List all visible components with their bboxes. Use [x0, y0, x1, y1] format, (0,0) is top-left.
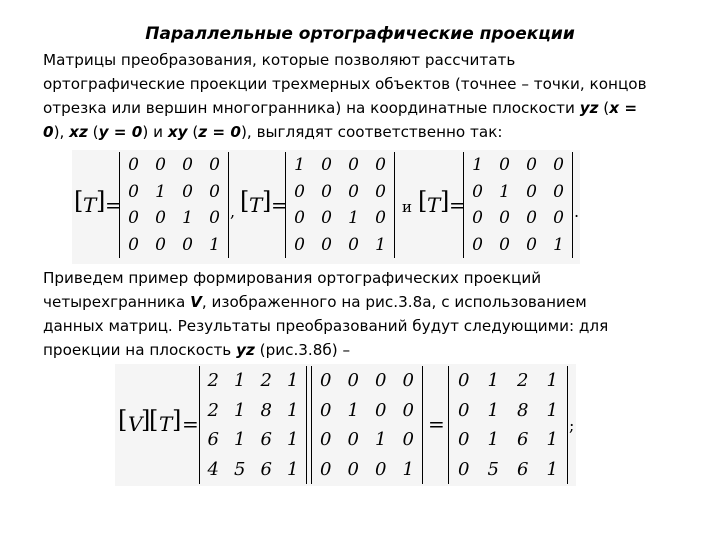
matrix-symbol-t: T	[427, 193, 441, 217]
matrix-cell: 0	[128, 234, 139, 255]
matrix-cell: 1	[375, 429, 387, 451]
matrix-cell: 1	[287, 458, 299, 480]
matrix-cell: 6	[260, 429, 272, 451]
text-line: Матрицы преобразования, которые позволяют рассчитать	[43, 51, 516, 69]
matrix-cell: 0	[321, 155, 332, 176]
bracket-right: ]	[262, 187, 272, 215]
matrix-cell: 0	[209, 208, 220, 229]
matrix-cell: 0	[472, 181, 483, 202]
matrix-yz	[119, 152, 229, 258]
matrix-cell: 6	[517, 458, 529, 480]
matrix-cell: 2	[260, 370, 272, 392]
matrix-cell: 1	[553, 234, 564, 255]
matrix-cell: 0	[347, 458, 359, 480]
text-line: Приведем пример формирования ортографических проекций	[43, 269, 542, 287]
matrix-cell: 2	[517, 370, 529, 392]
equals-sign: =	[105, 193, 122, 217]
matrix-cell: 1	[348, 208, 359, 229]
text-line: данных матриц. Результаты преобразований будут следующими: для	[43, 317, 609, 335]
matrix-cell: 2	[207, 370, 219, 392]
matrix-cell: 1	[546, 399, 558, 421]
matrix-cell: 0	[321, 181, 332, 202]
matrix-cell: 1	[287, 399, 299, 421]
comma: ,	[230, 202, 236, 221]
matrix-cell: 0	[499, 234, 510, 255]
matrix-cell: 0	[375, 155, 386, 176]
text-line: четырехгранника V, изображенного на рис.3.8а, с использованием	[43, 293, 587, 311]
matrix-row	[464, 179, 572, 206]
matrix-row	[312, 366, 422, 396]
matrix-row	[286, 232, 394, 259]
matrix-cell: 0	[375, 370, 387, 392]
matrix-symbol-t: T	[249, 193, 263, 217]
bracket-left: [	[418, 187, 428, 215]
matrix-cell: 0	[320, 370, 332, 392]
matrix-cell: 0	[553, 155, 564, 176]
matrix-cell: 1	[287, 370, 299, 392]
matrix-cell: 1	[155, 181, 166, 202]
matrix-cell: 0	[499, 208, 510, 229]
matrix-cell: 6	[260, 458, 272, 480]
period: .	[574, 202, 580, 221]
matrix-symbol-t: T	[159, 412, 173, 436]
matrix-cell: 1	[287, 429, 299, 451]
equals-sign: =	[271, 193, 288, 217]
bracket-right: ]	[440, 187, 450, 215]
matrix-cell: 0	[499, 155, 510, 176]
matrix-cell: 0	[472, 234, 483, 255]
matrix-cell: 1	[499, 181, 510, 202]
matrix-row	[200, 425, 306, 455]
conjunction-text: и	[402, 198, 412, 216]
matrix-row	[464, 205, 572, 232]
matrix-cell: 0	[320, 429, 332, 451]
matrix-cell: 0	[182, 234, 193, 255]
matrix-xy	[463, 152, 573, 258]
matrix-row	[286, 152, 394, 179]
matrix-row	[312, 425, 422, 455]
matrix-cell: 0	[155, 208, 166, 229]
matrix-row	[200, 455, 306, 485]
semicolon: ;	[569, 416, 575, 435]
matrix-cell: 1	[487, 370, 499, 392]
matrix-cell: 0	[553, 208, 564, 229]
matrix-v	[199, 366, 307, 484]
matrix-cell: 0	[375, 208, 386, 229]
matrix-cell: 0	[402, 429, 414, 451]
matrix-cell: 0	[321, 208, 332, 229]
matrix-cell: 4	[207, 458, 219, 480]
matrix-cell: 0	[155, 155, 166, 176]
matrix-cell: 5	[234, 458, 246, 480]
matrix-cell: 1	[347, 399, 359, 421]
matrix-cell: 0	[294, 181, 305, 202]
matrix-cell: 0	[526, 208, 537, 229]
matrix-cell: 0	[472, 208, 483, 229]
matrix-cell: 1	[294, 155, 305, 176]
matrix-cell: 1	[402, 458, 414, 480]
matrix-cell: 5	[487, 458, 499, 480]
matrix-cell: 1	[546, 370, 558, 392]
bracket-left: [	[149, 406, 159, 434]
matrix-cell: 8	[260, 399, 272, 421]
yz-projection-formula	[115, 364, 576, 486]
matrix-cell: 0	[320, 458, 332, 480]
matrix-cell: 0	[458, 429, 470, 451]
matrix-row	[200, 396, 306, 426]
matrix-cell: 0	[458, 399, 470, 421]
bracket-left: [	[74, 187, 84, 215]
matrix-t-yz	[311, 366, 423, 484]
matrix-cell: 0	[128, 155, 139, 176]
matrix-row	[449, 366, 567, 396]
text-line: ортографические проекции трехмерных объектов (точнее – точки, концов	[43, 75, 647, 93]
text-line: отрезка или вершин многогранника) на координатные плоскости yz (x =	[43, 99, 638, 117]
matrix-cell: 0	[182, 155, 193, 176]
equals-sign: =	[182, 412, 199, 436]
matrix-cell: 0	[348, 155, 359, 176]
matrix-cell: 0	[155, 234, 166, 255]
matrix-cell: 1	[546, 458, 558, 480]
matrix-cell: 0	[294, 234, 305, 255]
matrix-symbol-t: T	[83, 193, 97, 217]
matrix-cell: 1	[546, 429, 558, 451]
matrix-row	[286, 179, 394, 206]
matrix-cell: 1	[234, 399, 246, 421]
matrix-row	[449, 455, 567, 485]
matrix-result	[448, 366, 568, 484]
matrix-cell: 1	[487, 429, 499, 451]
matrix-row	[464, 152, 572, 179]
matrix-cell: 0	[348, 234, 359, 255]
matrix-row	[120, 205, 228, 232]
text-line: проекции на плоскость yz (рис.3.8б) –	[43, 341, 351, 359]
matrix-row	[449, 396, 567, 426]
matrix-cell: 8	[517, 399, 529, 421]
matrix-cell: 0	[375, 181, 386, 202]
matrix-row	[312, 396, 422, 426]
bracket-left: [	[240, 187, 250, 215]
matrix-cell: 0	[458, 370, 470, 392]
projection-matrices-formula	[72, 150, 580, 264]
matrix-row	[464, 232, 572, 259]
matrix-cell: 1	[375, 234, 386, 255]
matrix-cell: 1	[487, 399, 499, 421]
matrix-cell: 0	[348, 181, 359, 202]
matrix-cell: 0	[458, 458, 470, 480]
matrix-cell: 6	[517, 429, 529, 451]
matrix-cell: 1	[234, 429, 246, 451]
matrix-row	[120, 232, 228, 259]
matrix-cell: 1	[472, 155, 483, 176]
matrix-row	[200, 366, 306, 396]
matrix-cell: 0	[128, 208, 139, 229]
matrix-cell: 0	[320, 399, 332, 421]
matrix-cell: 0	[294, 208, 305, 229]
matrix-cell: 0	[375, 399, 387, 421]
text-line: 0), xz (y = 0) и xy (z = 0), выглядят соответственно так:	[43, 123, 503, 141]
matrix-cell: 1	[182, 208, 193, 229]
bracket-left: [	[118, 406, 128, 434]
bracket-right: ]	[96, 187, 106, 215]
matrix-symbol-v: V	[128, 412, 143, 436]
matrix-cell: 2	[207, 399, 219, 421]
matrix-cell: 0	[321, 234, 332, 255]
equals-sign: =	[428, 412, 445, 436]
equals-sign: =	[449, 193, 466, 217]
matrix-row	[120, 152, 228, 179]
matrix-cell: 0	[347, 370, 359, 392]
matrix-cell: 0	[209, 155, 220, 176]
matrix-xz	[285, 152, 395, 258]
matrix-cell: 0	[402, 399, 414, 421]
matrix-cell: 0	[526, 181, 537, 202]
matrix-cell: 0	[526, 234, 537, 255]
matrix-row	[120, 179, 228, 206]
bracket-right: ]	[141, 406, 151, 434]
matrix-cell: 0	[402, 370, 414, 392]
matrix-row	[449, 425, 567, 455]
page-title: Параллельные ортографические проекции	[145, 24, 575, 44]
example-paragraph	[43, 266, 693, 362]
matrix-cell: 0	[526, 155, 537, 176]
intro-paragraph	[43, 48, 693, 144]
matrix-cell: 0	[347, 429, 359, 451]
matrix-cell: 0	[209, 181, 220, 202]
matrix-cell: 0	[182, 181, 193, 202]
matrix-cell: 6	[207, 429, 219, 451]
bracket-right: ]	[172, 406, 182, 434]
matrix-row	[286, 205, 394, 232]
matrix-cell: 0	[553, 181, 564, 202]
matrix-cell: 0	[128, 181, 139, 202]
matrix-cell: 0	[375, 458, 387, 480]
matrix-cell: 1	[234, 370, 246, 392]
matrix-cell: 1	[209, 234, 220, 255]
matrix-row	[312, 455, 422, 485]
